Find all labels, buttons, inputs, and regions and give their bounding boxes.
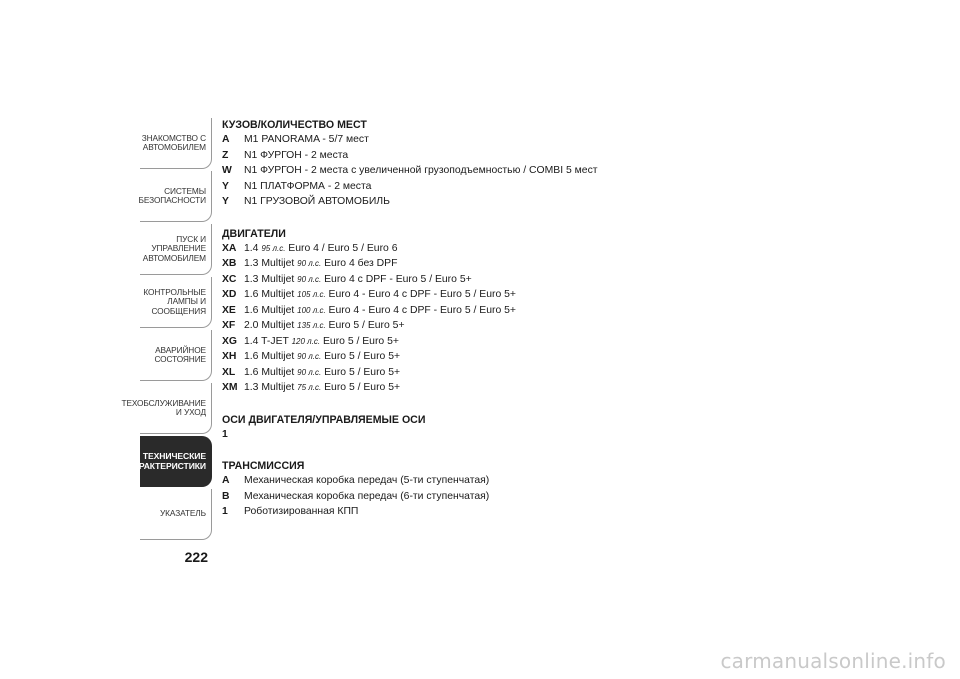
spec-description [244, 365, 400, 381]
spec-row [222, 179, 682, 195]
spec-description [244, 179, 371, 195]
spec-row [222, 380, 682, 396]
spec-text: 1.3 Multijet [244, 273, 298, 285]
spec-description [244, 489, 489, 505]
spec-power: 90 л.с. [297, 274, 322, 284]
spec-code: A [222, 475, 230, 486]
spec-text-suffix: Euro 4 с DPF - Euro 5 / Euro 5+ [321, 273, 472, 285]
spec-row [222, 489, 682, 505]
axles-list [222, 427, 682, 443]
spec-code: XM [222, 382, 238, 393]
spec-code: XE [222, 304, 236, 316]
spec-text-suffix: Euro 5 / Euro 5+ [321, 366, 401, 378]
watermark: carmanualsonline.info [720, 649, 946, 673]
spec-text: 1.4 T-JET [244, 335, 292, 347]
spec-text: Механическая коробка передач (6-ти ступенчатая) [244, 490, 490, 502]
spec-code: XF [222, 320, 236, 331]
spec-power: 90 л.с. [297, 367, 322, 377]
engines-list [222, 241, 682, 396]
spec-description [244, 334, 399, 350]
spec-text-suffix: Euro 4 без DPF [321, 258, 398, 269]
page-number: 222 [184, 549, 208, 565]
spec-code: B [222, 490, 230, 502]
tab-emergency[interactable]: АВАРИЙНОЕ СОСТОЯНИЕ [140, 330, 212, 381]
spec-row [222, 241, 682, 257]
section-title-engines: ДВИГАТЕЛИ [222, 227, 286, 240]
spec-power: 135 л.с. [297, 321, 326, 330]
spec-text: 1.6 Multijet [244, 304, 298, 316]
spec-text-suffix: Euro 4 - Euro 4 с DPF - Euro 5 / Euro 5+ [325, 304, 516, 316]
spec-description [244, 132, 369, 148]
spec-description [244, 473, 489, 489]
spec-text: 1.6 Multijet [244, 366, 298, 378]
spec-code: XH [222, 351, 237, 362]
spec-code: XA [222, 242, 237, 254]
spec-text-suffix: Euro 5 / Euro 5+ [325, 320, 405, 331]
spec-text: 1.3 Multijet [244, 258, 298, 269]
spec-row [222, 256, 682, 272]
spec-description [244, 504, 358, 520]
spec-text: Роботизированная КПП [244, 506, 359, 517]
spec-text: Механическая коробка передач (5-ти ступенчатая) [244, 475, 490, 486]
spec-code: Y [222, 180, 229, 192]
spec-description [244, 303, 516, 319]
spec-text: 1.6 Multijet [244, 351, 298, 362]
transmission-list [222, 473, 682, 520]
spec-description [244, 241, 397, 257]
spec-code: XD [222, 289, 237, 300]
tab-getting-to-know[interactable]: ЗНАКОМСТВО С АВТОМОБИЛЕМ [140, 118, 212, 169]
spec-description [244, 163, 598, 179]
spec-code: XC [222, 273, 237, 285]
chapter-tabs [121, 118, 212, 542]
spec-row [222, 334, 682, 350]
spec-code: A [222, 134, 230, 145]
tab-index[interactable]: УКАЗАТЕЛЬ [140, 489, 212, 540]
tab-starting-driving[interactable]: ПУСК И УПРАВЛЕНИЕ АВТОМОБИЛЕМ [140, 224, 212, 275]
spec-text: N1 ГРУЗОВОЙ АВТОМОБИЛЬ [244, 196, 390, 207]
spec-description [244, 194, 390, 210]
spec-text: N1 ФУРГОН - 2 места с увеличенной грузоподъемностью / COMBI 5 мест [244, 165, 598, 176]
spec-power: 100 л.с. [297, 305, 326, 315]
spec-power: 90 л.с. [297, 352, 322, 361]
spec-code: XG [222, 335, 238, 347]
spec-row [222, 473, 682, 489]
spec-text-suffix: Euro 4 - Euro 4 с DPF - Euro 5 / Euro 5+ [325, 289, 516, 300]
spec-row [222, 349, 682, 365]
spec-row [222, 504, 682, 520]
section-title-body: КУЗОВ/КОЛИЧЕСТВО МЕСТ [222, 119, 367, 131]
spec-description [244, 148, 348, 164]
spec-row [222, 365, 682, 381]
spec-description [244, 380, 400, 396]
spec-row [222, 163, 682, 179]
spec-content [222, 118, 682, 520]
spec-code: XB [222, 258, 237, 269]
section-title-transmission: ТРАНСМИССИЯ [222, 460, 305, 472]
spec-text-suffix: Euro 5 / Euro 5+ [321, 382, 401, 393]
spec-text-suffix: Euro 5 / Euro 5+ [320, 335, 399, 347]
spec-description [244, 256, 397, 272]
spec-text: N1 ФУРГОН - 2 места [244, 149, 349, 161]
spec-code: Z [222, 149, 229, 161]
spec-text: 1.3 Multijet [244, 382, 298, 393]
spec-text: 1.6 Multijet [244, 289, 298, 300]
tab-safety-systems[interactable]: СИСТЕМЫ БЕЗОПАСНОСТИ [140, 171, 212, 222]
spec-power: 95 л.с. [261, 243, 286, 253]
spec-text: M1 PANORAMA - 5/7 мест [244, 134, 369, 145]
spec-row [222, 287, 682, 303]
spec-row [222, 427, 682, 443]
spec-row [222, 318, 682, 334]
spec-description [244, 349, 400, 365]
spec-description [244, 318, 405, 334]
spec-row [222, 148, 682, 164]
spec-description [244, 287, 516, 303]
spec-text: 2.0 Multijet [244, 320, 298, 331]
tab-maintenance[interactable]: ТЕХОБСЛУЖИВАНИЕ И УХОД [140, 383, 212, 434]
spec-text-suffix: Euro 4 / Euro 5 / Euro 6 [285, 242, 398, 254]
section-title-axles: ОСИ ДВИГАТЕЛЯ/УПРАВЛЯЕМЫЕ ОСИ [222, 413, 426, 426]
body-list [222, 132, 682, 210]
spec-row [222, 303, 682, 319]
spec-row [222, 272, 682, 288]
spec-text-suffix: Euro 5 / Euro 5+ [321, 351, 401, 362]
spec-code: Y [222, 196, 229, 207]
spec-code: 1 [222, 428, 228, 440]
spec-description [244, 272, 472, 288]
spec-power: 75 л.с. [297, 383, 322, 392]
spec-text: 1.4 [244, 242, 262, 254]
tab-technical-specs[interactable]: ТЕХНИЧЕСКИЕ ХАРАКТЕРИСТИКИ [140, 436, 212, 487]
spec-power: 120 л.с. [291, 336, 321, 346]
tab-warning-lights[interactable]: КОНТРОЛЬНЫЕ ЛАМПЫ И СООБЩЕНИЯ [140, 277, 212, 328]
spec-code: 1 [222, 506, 228, 517]
spec-power: 90 л.с. [297, 259, 322, 268]
spec-code: XL [222, 366, 236, 378]
spec-code: W [222, 165, 232, 176]
spec-text: N1 ПЛАТФОРМА - 2 места [244, 180, 372, 192]
spec-row [222, 194, 682, 210]
spec-power: 105 л.с. [297, 290, 326, 299]
spec-row [222, 132, 682, 148]
